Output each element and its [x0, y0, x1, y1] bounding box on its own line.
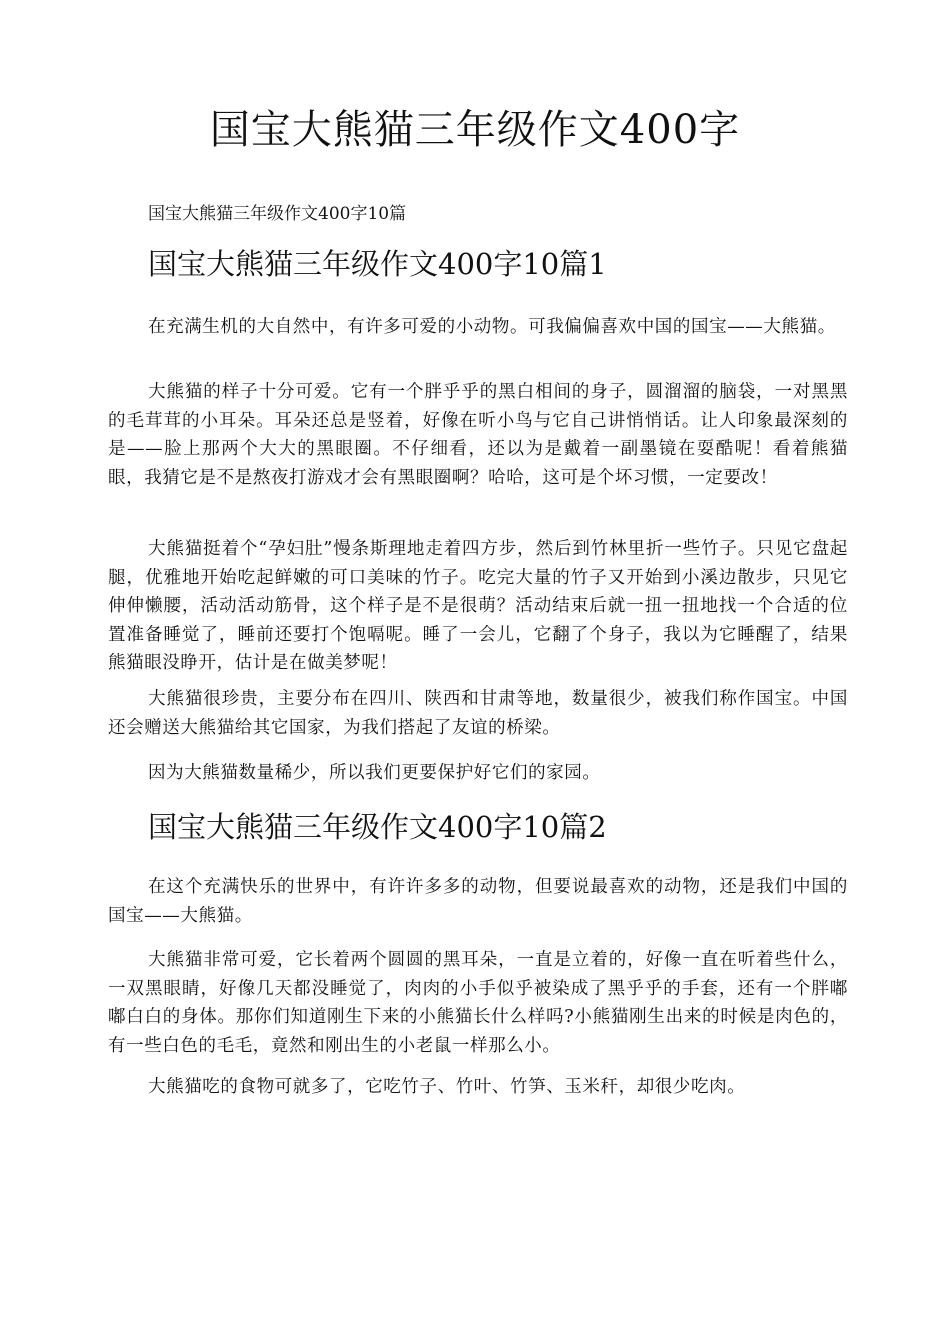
section-1-paragraph-4: 大熊猫很珍贵，主要分布在四川、陕西和甘肃等地，数量很少，被我们称作国宝。中国还会赠送大熊猫给其它国家，为我们搭起了友谊的桥梁。: [108, 689, 848, 738]
section-1-paragraph-1: 在充满生机的大自然中，有许多可爱的小动物。可我偏偏喜欢中国的国宝——大熊猫。: [148, 317, 836, 337]
section-2-heading: 国宝大熊猫三年级作文400字10篇2: [148, 810, 607, 844]
section-1-heading: 国宝大熊猫三年级作文400字10篇1: [148, 247, 607, 281]
section-2-paragraph-2: 大熊猫非常可爱，它长着两个圆圆的黑耳朵，一直是立着的，好像一直在听着些什么，一双黑眼睛，好像几天都没睡觉了，肉肉的小手似乎被染成了黑乎乎的手套，还有一个胖嘟嘟白白的身体。那你们知道刚生下来的小熊猫长什么样吗?小熊猫刚生出来的时候是肉色的，有一些白色的毛毛，竟然和刚出生的小老鼠一样那么小。: [108, 950, 848, 1056]
document-title: 国宝大熊猫三年级作文400字: [209, 107, 741, 153]
section-2-paragraph-3: 大熊猫吃的食物可就多了，它吃竹子、竹叶、竹笋、玉米秆，却很少吃肉。: [148, 1077, 746, 1097]
section-1-paragraph-3: 大熊猫挺着个“孕妇肚”慢条斯理地走着四方步，然后到竹林里折一些竹子。只见它盘起腿，优雅地开始吃起鲜嫩的可口美味的竹子。吃完大量的竹子又开始到小溪边散步，只见它伸伸懒腰，活动活动筋骨，这个样子是不是很萌？活动结束后就一扭一扭地找一个合适的位置准备睡觉了，睡前还要打个饱嗝呢。睡了一会儿，它翻了个身子，我以为它睡醒了，结果熊猫眼没睁开，估计是在做美梦呢！: [108, 539, 848, 674]
document-subtitle: 国宝大熊猫三年级作文400字10篇: [148, 204, 407, 224]
section-1-paragraph-2: 大熊猫的样子十分可爱。它有一个胖乎乎的黑白相间的身子，圆溜溜的脑袋，一对黑黑的毛茸茸的小耳朵。耳朵还总是竖着，好像在听小鸟与它自己讲悄悄话。让人印象最深刻的是——脸上那两个大大的黑眼圈。不仔细看，还以为是戴着一副墨镜在耍酷呢！看着熊猫眼，我猜它是不是熬夜打游戏才会有黑眼圈啊？哈哈，这可是个坏习惯，一定要改！: [108, 382, 848, 488]
section-1-paragraph-5: 因为大熊猫数量稀少，所以我们更要保护好它们的家园。: [148, 763, 601, 783]
section-2-paragraph-1: 在这个充满快乐的世界中，有许许多多的动物，但要说最喜欢的动物，还是我们中国的国宝——大熊猫。: [108, 877, 848, 926]
